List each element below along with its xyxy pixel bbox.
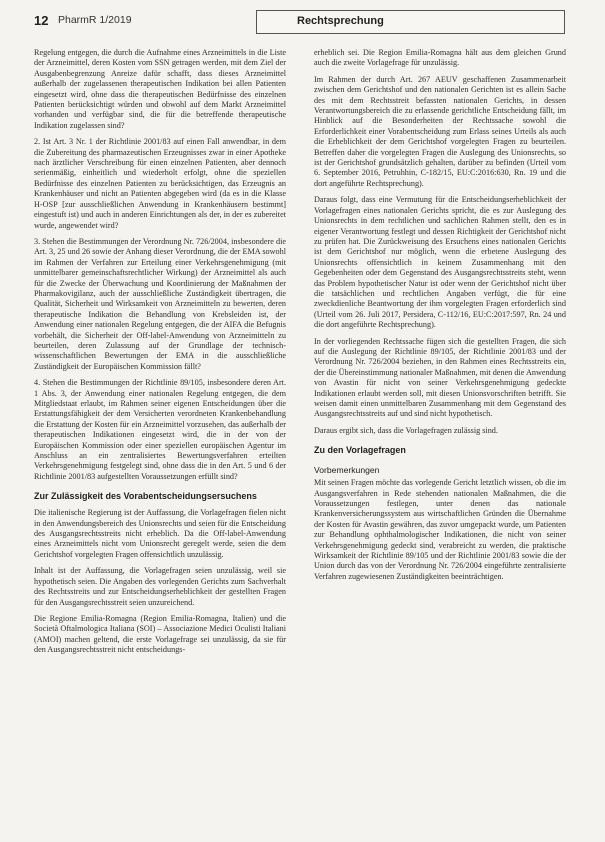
paragraph: Mit seinen Fragen möchte das vorlegende Gericht letztlich wissen, ob die im Ausgangsverfahren in Rede stehenden nationalen Maßnahmen, die die Voraussetzungen festlegen, unter denen das nationale Krankenversicherungssystem aus wirtschaftlichen Gründen die Übernahme der Kosten für Avastin gewähren, das zuvor umgepackt wurde, um Patienten zur Behandlung ophthalmologischer Indikationen, die nicht von seiner Verkehrsgenehmigung gedeckt sind, verabreicht zu werden, die praktische Wirksamkeit der Richtlinie 89/105 und der Richtlinie 2001/83 sowie die der Union durch das von der Verordnung Nr. 726/2004 eingeführte zentralisierte Verfahren zugewiesenen Zuständigkeiten beeinträchtigen. bbox=[314, 478, 566, 581]
paragraph: In der vorliegenden Rechtssache fügen sich die gestellten Fragen, die sich auf die Auslegung der Richtlinie 89/105, der Richtlinie 2001/83 und der Verordnung Nr. 726/2004 beziehen, in den Rahmen eines Rechtsstreits ein, der die Übereinstimmung nationaler Maßnahmen, mit denen die Anwendung von Avastin für nicht von seiner Verkehrsgenehmigung gedeckte Indikationen erlaubt werden soll, mit diesen Unionsvorschriften betrifft. Sie weisen damit einen unmittelbaren Zusammenhang mit dem Gegenstand des Ausgangsrechtsstreits auf und sind nicht hypothetisch. bbox=[314, 336, 566, 419]
paragraph: Daraus ergibt sich, dass die Vorlagefragen zulässig sind. bbox=[314, 425, 498, 435]
paragraph: Inhalt ist der Auffassung, die Vorlagefragen seien unzulässig, weil sie hypothetisch seien. Die Angaben des vorlegenden Gerichts zum Sachverhalt des Rechtsstreits und zur Entscheidungserheblichkeit der gestellten Fragen für den Ausgangsrechtsstreit seien unzureichend. bbox=[34, 566, 286, 607]
paragraph: Die Regione Emilia-Romagna (Region Emilia-Romagna, Italien) und die Società Oftalmologica Italiana (SOI) – Associazione Medici Oculisti Italiani (AMOI) machen geltend, die erste Vorlagefrage sei unzulässig, da sie für den Ausgangsrechtsstreit nicht entscheidungs- bbox=[34, 613, 286, 655]
section-title: Rechtsprechung bbox=[297, 15, 384, 27]
paragraph: 2. Ist Art. 3 Nr. 1 der Richtlinie 2001/83 auf einen Fall anwendbar, in dem die Zubereitung des pharmazeutischen Erzeugnisses zwar in einer Apotheke nach ärztlicher Verschreibung für einen einzelnen Patienten, aber dennoch serienmäßig, einheitlich und wiederholt erfolgt, ohne die speziellen Bedürfnisse des einzelnen Patienten zu berücksichtigen, das Erzeugnis an Krankenhäuser und nicht an Patienten abgegeben wird (da es in die Klasse H-OSP [zur ausschließlichen Anwendung in Krankenhäusern bestimmt] eingestuft ist) und auch in anderen Einrichtungen als der, in der es zubereitet wurde, angewendet wird? bbox=[34, 137, 286, 230]
page-number: 12 bbox=[34, 13, 49, 28]
paragraph: erheblich sei. Die Region Emilia-Romagna hält aus dem gleichen Grund auch die zweite Vorlagefrage für unzulässig. bbox=[314, 48, 566, 68]
section-heading: Zur Zulässigkeit des Vorabentscheidungsersuchens bbox=[34, 491, 257, 502]
paragraph: Regelung entgegen, die durch die Aufnahme eines Arzneimittels in die Liste der Arzneimittel, deren Kosten vom SSN getragen werden, mit dem Ziel der Ausgabenbegrenzung Anreize dafür schafft, dass dieses Arzneimittel außerhalb der zugelassenen therapeutischen Indikation bei allen Patienten eingesetzt wird, ohne dass die therapeutischen Bedürfnisse des einzelnen Patienten berücksichtigt würden und obwohl auf dem Markt Arzneimittel vorhanden und verfügbar sind, die für die betreffende therapeutische Indikation zugelassen sind? bbox=[34, 48, 286, 130]
section-heading: Zu den Vorlagefragen bbox=[314, 445, 406, 456]
section-banner bbox=[256, 10, 565, 34]
paragraph: 4. Stehen die Bestimmungen der Richtlinie 89/105, insbesondere deren Art. 1 Abs. 3, der Anwendung einer nationalen Regelung entgegen, die dem Mitgliedstaat erlaubt, im Rahmen seiner eigenen Entscheidungen über die Erstattungsfähigkeit der dem Versicherten verordneten Krankenbehandlung die Erstattung der Kosten für ein Arzneimittel vorzusehen, das außerhalb der therapeutischen Indikationen eingesetzt wird, die in der von der Europäischen Kommission oder einer speziellen europäischen Agentur im Anschluss an ein zentralisiertes Bewertungsverfahren erteilten Verkehrsgenehmigung festgelegt sind, ohne dass die in den Art. 5 und 6 der Richtlinie 2001/83 aufgestellten Voraussetzungen erfüllt sind? bbox=[34, 378, 286, 481]
paragraph: 3. Stehen die Bestimmungen der Verordnung Nr. 726/2004, insbesondere die Art. 3, 25 und 26 sowie der Anhang dieser Verordnung, die der EMA sowohl im Rahmen der Verfahren zur Erteilung einer Verkehrsgenehmigung (mit unmittelbarer gemeinschaftsrechtlicher Wirkung) der Arzneimittel als auch für die Zwecke der Überwachung und Koordinierung der Maßnahmen der Pharmakovigilanz, auch der ausschließliche Zuständigkeit übertragen, die Qualität, Sicherheit und Wirksamkeit von Arzneimitteln zu bewerten, deren therapeutische Indikation die Behandlung von Krebsleiden ist, der Anwendung einer nationalen Regelung entgegen, die der AIFA die Befugnis vorbehält, die Sicherheit der Off-label-Anwendung von Arzneimitteln zu beurteilen, deren Zulassung auf der Grundlage der technisch-wissenschaftlichen Bewertungen der EMA in die ausschließliche Zuständigkeit der Europäischen Kommission fällt? bbox=[34, 236, 286, 371]
page-header bbox=[34, 10, 565, 34]
paragraph: Im Rahmen der durch Art. 267 AEUV geschaffenen Zusammenarbeit zwischen dem Gerichtshof und den nationalen Gerichten ist es allein Sache des mit dem Rechtsstreit befassten nationalen Gerichts, in dessen Verantwortungsbereich die zu erlassende gerichtliche Entscheidung fällt, im Hinblick auf die Besonderheiten der Rechtssache sowohl die Erforderlichkeit einer Vorabentscheidung zum Erlass seines Urteils als auch die Erheblichkeit der dem Gerichtshof vorgelegten Fragen zu beurteilen. Betreffen daher die vorgelegten Fragen die Auslegung des Unionsrechts, so ist der Gerichtshof grundsätzlich gehalten, darüber zu befinden (Urteil vom 6. September 2016, Petruhhin, C-182/15, EU:C:2016:630, Rn. 19 und die dort angeführte Rechtsprechung). bbox=[314, 74, 566, 188]
journal-reference: PharmR 1/2019 bbox=[58, 14, 132, 26]
paragraph: Die italienische Regierung ist der Auffassung, die Vorlagefragen fielen nicht in den Anwendungsbereich des Unionsrechts und seien für die Entscheidung des Ausgangsrechtsstreits nicht erheblich. Da die Off-label-Anwendung eines Arzneimittels nicht vom Unionsrecht geregelt werde, seien die dem Gerichtshof vorgelegten Fragen offensichtlich unzulässig. bbox=[34, 508, 286, 559]
paragraph: Daraus folgt, dass eine Vermutung für die Entscheidungserheblichkeit der Vorlagefragen eines nationalen Gerichts spricht, die es zur Auslegung des Unionsrechts in dem rechtlichen und sachlichen Rahmen stellt, den es in eigener Verantwortung festlegt und dessen Richtigkeit der Gerichtshof nicht zu prüfen hat. Die Zurückweisung des Ersuchens eines nationalen Gerichts ist dem Gerichtshof nur möglich, wenn die erbetene Auslegung des Unionsrechts offensichtlich in keinem Zusammenhang mit den Gegebenheiten oder dem Gegenstand des Ausgangsrechtsstreits steht, wenn das Problem hypothetischer Natur ist oder wenn der Gerichtshof nicht über die tatsächlichen und rechtlichen Angaben verfügt, die für eine zweckdienliche Beantwortung der ihm vorgelegten Fragen erforderlich sind (Urteil vom 26. Juli 2017, Persidera, C-112/16, EU:C:2017:597, Rn. 24 und die dort angeführte Rechtsprechung). bbox=[314, 195, 566, 330]
left-column bbox=[34, 48, 286, 834]
subsection-heading: Vorbemerkungen bbox=[314, 465, 380, 476]
right-column bbox=[314, 48, 566, 834]
